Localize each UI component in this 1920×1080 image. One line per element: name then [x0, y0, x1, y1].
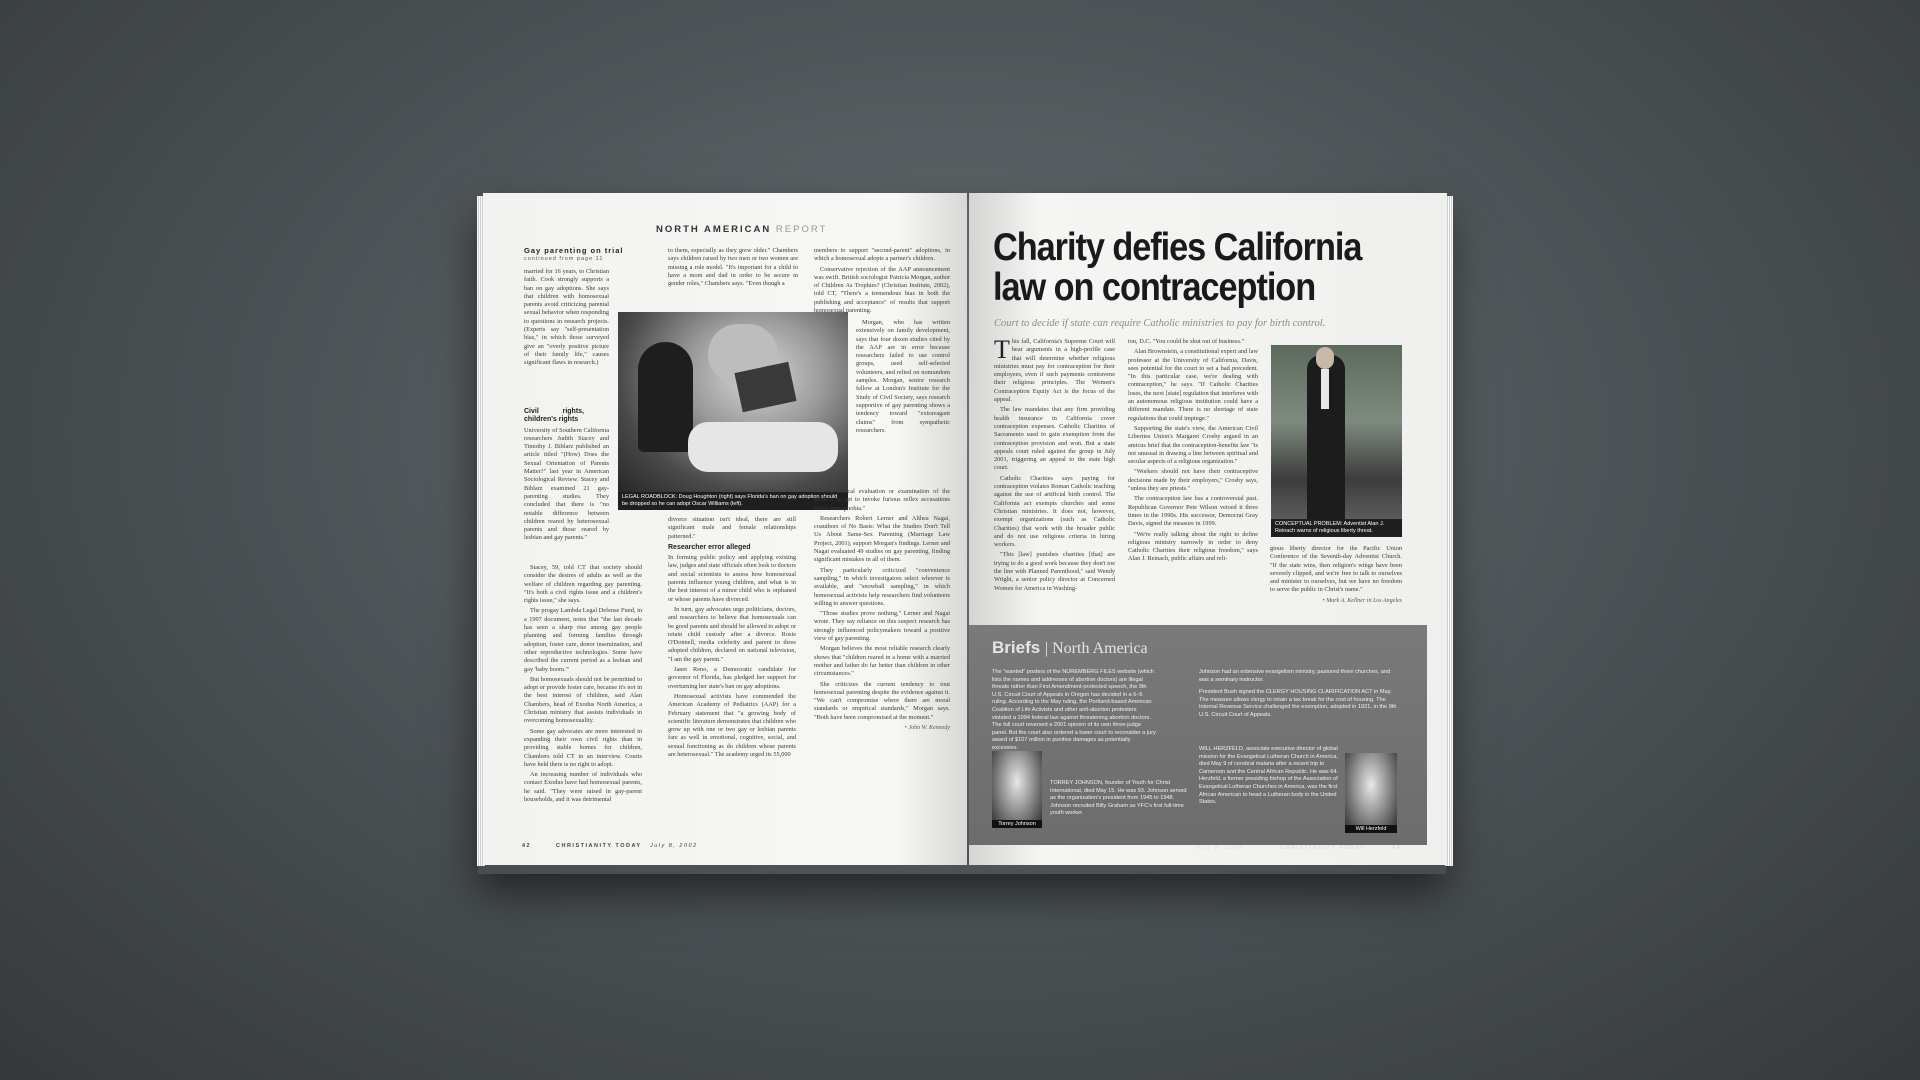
- photo-caption: LEGAL ROADBLOCK: Doug Houghton (right) says Florida's ban on gay adoption should be dropped so he can adopt Oscar Williams (left).: [618, 492, 848, 510]
- right-folio-magazine: CHRISTIANITY TODAY: [1280, 845, 1366, 851]
- subhead-researcher-error: Researcher error alleged: [668, 543, 751, 551]
- briefs-item-johnson: TORREY JOHNSON, founder of Youth for Christ International, died May 15. He was 93. Johnson served as the organization's president from 1945 to 1948. Johnson recruited Billy Graham as YFC's first full-time youth worker.: [1050, 780, 1187, 817]
- photo-father-reading: [618, 312, 848, 492]
- left-page-number: 42: [522, 843, 532, 849]
- right-col-3: gious liberty director for the Pacific Union Conference of the Seventh-day Adventist Church. "If the state wins, then religion's wings have been severely clipped, and we're free to talk to ourselves and minister to ourselves, but we have no freedom to serve the public in Christ's name." • Mark A. Kellner in Los Angeles: [1270, 545, 1402, 604]
- section-head: Gay parenting on trial: [524, 246, 624, 255]
- photo-reinach: [1271, 345, 1402, 537]
- left-byline: • John W. Kennedy: [904, 725, 950, 732]
- briefs-title: Briefs | North America: [992, 638, 1148, 657]
- briefs-col-2: Johnson had an extensive evangelism ministry, pastored three churches, and was a seminary instructor. President Bush signed the CLERGY HOUSING CLARIFICATION ACT in May. The measure allows clergy to retain a tax break for the cost of housing. The Internal Revenue Service challenged the exemption, adopted in 1921, in the 9th U.S. Circuit Court of Appeals.: [1199, 669, 1397, 718]
- left-folio-date: July 8, 2002: [650, 843, 698, 849]
- subhead-civil-rights: Civil rights, children's rights: [524, 408, 584, 424]
- left-col-3a: members to support "second-parent" adoptions, in which a homosexual adopts a partner's children. Conservative rejection of the AAP announcement was swift. British sociologist Patricia Morgan, author of Children As Trophies? (Christian Institute, 2002), told CT, "There's a tremendous bias in both the publishing and acceptance" of results that support homosexual parenting.: [814, 247, 950, 315]
- briefs-col-1: The "wanted" posters of the NUREMBERG FILES website (which lists the names and addresses of abortion doctors) are illegal threats rather than First Amendment-protected speech, the 9th U.S. Circuit Court of Appeals in Oregon has decided in a 6–5 ruling. According to the May ruling, the Portland-based American Coalition of Life Activists and other anti-abortion protesters violated a 1994 federal law against threatening abortion doctors. The full court reversed a 2001 opinion of its own three-judge panel. But the court also ordered a lower court to reconsider a jury award of $107 million in punitive damages as potentially excessive.: [992, 669, 1156, 751]
- drop-cap: T: [994, 335, 1010, 364]
- left-col-1b: Civil rights, children's rights University of Southern California researchers Judith Stacey and Timothy J. Biblarz published an article titled "(How) Does the Sexual Orientation of Parents Matter?" last year in American Sociological Review. Stacey and Biblarz examined 21 gay-parenting studies. They concluded that there is "no notable difference between children reared by heterosexual parents and those reared by lesbian and gay parents.": [524, 408, 609, 542]
- section-sub: continued from page 11: [524, 256, 604, 262]
- photo-caption-right: CONCEPTUAL PROBLEM: Adventist Alan J. Reinach warns of religious liberty threat.: [1271, 519, 1402, 537]
- left-col-1c: Stacey, 59, told CT that society should consider the desires of adults as well as the welfare of children regarding gay parenting. "It's both a civil rights issue and a children's rights issue," she says. The progay Lambda Legal Defense Fund, in a 1997 document, notes that "the last decade has seen a sharp rise among gay people planning and forming families through adoption, foster care, donor insemination, and other reproductive technologies. Some have described the current period as a lesbian and gay 'baby boom.'" But homosexuals should not be permitted to adopt or provide foster care, because it's not in the best interest of children, said Alan Chambers, head of Exodus North America, a Christian ministry that assists individuals in overcoming homosexuality. Some gay advocates are more interested in expanding their own civil rights than in providing stable homes for children, Chambers told CT in an interview. Courts have held there is no right to adopt. An increasing number of individuals who contact Exodus have had homosexual parents, he said. "They were raised in gay-parent households, and it was detrimental: [524, 564, 642, 804]
- left-col-2b: divorce situation isn't ideal, there are still significant male and female relationships patterned." Researcher error alleged In forming public policy and applying existing law, judges and state officials often look to doctors and social scientists to assess how homosexual parents influence young children, and what is in the best interest of a minor child who is orphaned or whose parents have divorced. In turn, gay advocates urge politicians, doctors, and researchers to believe that homosexuals can be good parents and should be allowed to adopt or retain child custody after a divorce. Rosie O'Donnell, media celebrity and parent to three adopted children, declared on national television, "I am the gay parent." Janet Reno, a Democratic candidate for governor of Florida, has pledged her support for overturning her state's ban on gay adoptions. Homosexual activists have commended the American Academy of Pediatrics (AAP) for a February statement that "a growing body of scientific literature demonstrates that children who grow up with one or two gay or lesbian parents fare as well in emotional, cognitive, social, and sexual functioning as do children whose parents are heterosexual." The academy urged its 55,000: [668, 516, 797, 759]
- left-col-3b: Morgan, who has written extensively on family development, says that four dozen studies cited by the AAP are in error because researchers failed to use control groups, used self-selected volunteers, and relied on nonrandom samples. Morgan, senior research fellow at London's Institute for the Study of Civil Society, says research supportive of gay parenting shows a tendency toward "extravagant claims" from sympathetic researchers.: [856, 319, 950, 434]
- article-headline: Charity defies California law on contraception: [993, 226, 1362, 309]
- right-page-number: 43: [1392, 845, 1402, 851]
- portrait-will-herzfeld: Will Herzfeld: [1345, 753, 1397, 833]
- section-kicker: NORTH AMERICAN REPORT: [656, 224, 828, 235]
- left-col-1a: married for 16 years, to Christian faith. Cook strongly supports a ban on gay adoptions. She says that children with homosexual parents avoid criticizing parental sexual behavior when responding to questions in research projects. (Experts say "self-presentation bias," in which those surveyed give an "overly positive picture of their family life," causes significant flaws in research.): [524, 268, 609, 367]
- right-col-1: This fall, California's Supreme Court will hear arguments in a high-profile case that will determine whether religious ministries must pay for contraception for their employees, even if such payments contravene their religious principles. The Women's Contraception Equity Act is the focus of the appeal. The law mandates that any firm providing health insurance in California cover contraception expenses. Catholic Charities of Sacramento sued to gain exemption from the contraception provision and won. But a state appeals court ruled against the group in July 2001, triggering an appeal to the state high court. Catholic Charities says paying for contraception violates Roman Catholic teaching against the use of artificial birth control. The California act exempts churches and some Christian ministries. It does not, however, exempt organizations (such as Catholic Charities) that work with the broader public and do not use religious criteria in hiring workers. "This [law] punishes charities [that] are trying to do a good work because they don't toe the line with Planned Parenthood," said Wendy Wright, a senior policy director at Concerned Women for America in Washing-: [994, 335, 1116, 592]
- right-folio-date: July 8, 2002: [1196, 845, 1244, 851]
- right-col-2: ton, D.C. "You could be shut out of business." Alan Brownstein, a constitutional expert and law professor at the University of California, Davis, sees potential for the court to set a bad precedent. "In this particular case, we're dealing with contraception," he says. "If Catholic Charities loses, the next [state] regulation that interferes with an autonomous religious institution could have a different mandate. There is no shortage of state regulations that could impinge." Supporting the state's view, the American Civil Liberties Union's Margaret Crosby argued in an amicus brief that the contraception-benefits law "is not unusual in drawing a line between spiritual and secular aspects of a religious organization." "Workers should not have their contraceptive decisions made by their employers," Crosby says, "unless they are priests." The contraception law has a controversial past. Republican Governor Pete Wilson vetoed it three times in the 1990s. His successor, Democrat Gray Davis, signed the measure in 1999. "We're really talking about the right to define religious ministry narrowly in order to deny Catholic Charities their religious freedom," says Alan J. Reinach, public affairs and reli-: [1128, 338, 1258, 563]
- left-folio-magazine: CHRISTIANITY TODAY: [556, 843, 642, 849]
- left-col-2a: to them, especially as they grew older." Chambers says children raised by two men or two women are missing a role model. "It's important for a child to have a mom and dad in order to be secure in gender roles," Chambers says. "Even though a: [668, 247, 798, 288]
- left-col-3c: "Any critical evaluation or examination of the work ... is apt to invoke furious reflex accusations about homophobia." Researchers Robert Lerner and Althea Nagai, coauthors of No Basis: What the Studies Don't Tell Us About Same-Sex Parenting (Marriage Law Project, 2001), support Morgan's findings. Lerner and Nagai evaluated 49 studies on gay parenting, finding significant mistakes in all of them. They particularly criticized "convenience sampling," in which investigators select whoever is available, and "snowball sampling," in which homosexual activists help researchers find volunteers willing to answer questions. "Those studies prove nothing," Lerner and Nagai wrote. They say reliance on this suspect research has strongly influenced policymakers toward a positive view of gay parenting. Morgan believes the most reliable research clearly shows that "children reared in a home with a married mother and father do far better than children in other circumstances." She criticizes the current tendency to tout homosexual parenting despite the evidence against it. "We can't compromise where there are moral standards or empirical standards," Morgan says. "Both have been compromised at the moment." • John W. Kennedy: [814, 488, 950, 732]
- portrait-torrey-johnson: Torrey Johnson: [992, 751, 1042, 828]
- briefs-item-herzfeld: WILL HERZFELD, associate executive director of global mission for the Evangelical Lutheran Church in America, died May 9 of cerebral malaria after a recent trip to Cameroon and the Central African Republic. He was 64. Herzfeld, a former presiding bishop of the Association of Evangelical Lutheran Churches in America, was the first African American to head a Lutheran body in the United States.: [1199, 746, 1338, 806]
- article-deck: Court to decide if state can require Catholic ministries to pay for birth control.: [994, 318, 1326, 329]
- right-byline: • Mark A. Kellner in Los Angeles: [1322, 597, 1402, 604]
